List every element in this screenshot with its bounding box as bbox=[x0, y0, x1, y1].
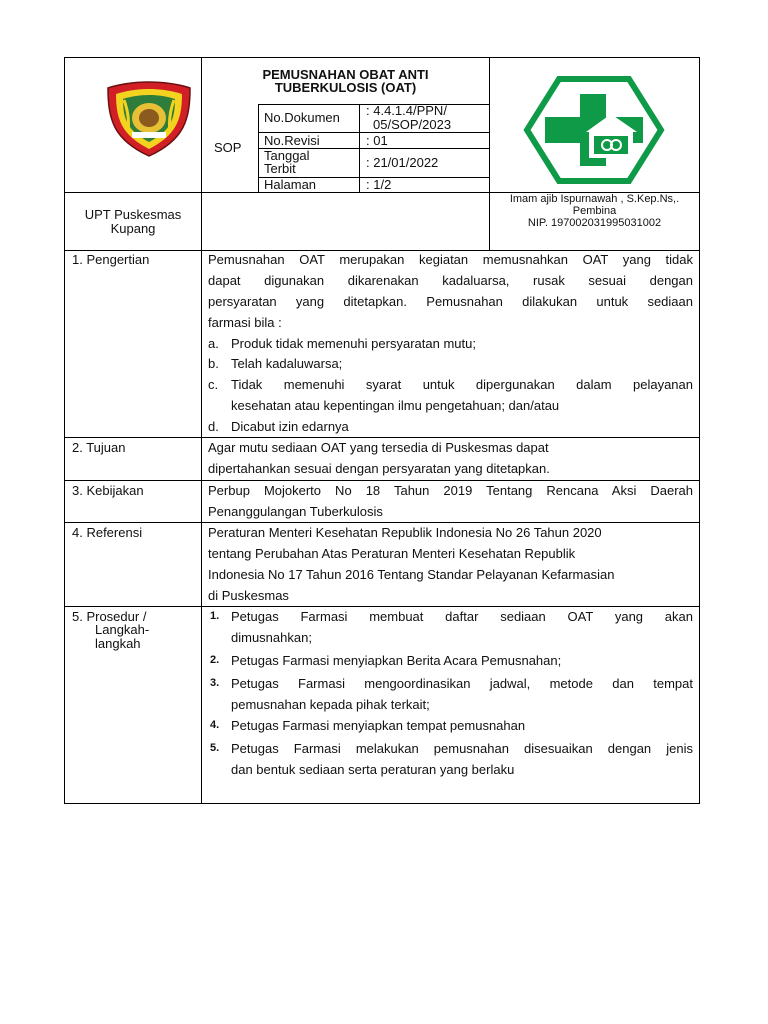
pengertian-line: persyaratan yang ditetapkan. Pemusnahan dilakukan untuk sediaan bbox=[208, 294, 693, 309]
pengertian-line: Pemusnahan OAT merupakan kegiatan memusnahkan OAT yang tidak bbox=[208, 252, 693, 267]
prosedur-step-number: 5. bbox=[210, 742, 220, 754]
tanggal-terbit-value: : 21/01/2022 bbox=[366, 155, 439, 170]
prosedur-step-line: dan bentuk sediaan serta peraturan yang berlaku bbox=[231, 762, 515, 777]
body-border-right bbox=[699, 250, 700, 804]
halaman-value: : 1/2 bbox=[366, 177, 392, 192]
no-revisi-label: No.Revisi bbox=[264, 133, 320, 148]
prosedur-step-line: pemusnahan kepada pihak terkait; bbox=[231, 697, 430, 712]
no-revisi-value: : 01 bbox=[366, 133, 388, 148]
signer-name: Imam ajib Ispurnawah , S.Kep.Ns,. bbox=[509, 193, 680, 205]
halaman-label: Halaman bbox=[264, 177, 317, 192]
body-border-left bbox=[64, 250, 65, 804]
header-row-div-left bbox=[64, 192, 202, 193]
prosedur-step-line: Petugas Farmasi mengoordinasikan jadwal, metode dan tempat bbox=[231, 676, 693, 691]
referensi-line: di Puskesmas bbox=[208, 588, 289, 603]
document-title-line1: PEMUSNAHAN OBAT ANTI bbox=[262, 67, 429, 82]
header-border-right bbox=[699, 57, 700, 250]
pengertian-line: farmasi bila : bbox=[208, 315, 282, 330]
no-dokumen-value-line1: : 4.4.1.4/PPN/ bbox=[366, 103, 447, 118]
kebijakan-line: Penanggulangan Tuberkulosis bbox=[208, 504, 383, 519]
prosedur-label-line3: langkah bbox=[95, 636, 141, 651]
pengertian-item-line: kesehatan atau kepentingan ilmu pengetahuan; dan/atau bbox=[231, 398, 560, 413]
prosedur-step-line: Petugas Farmasi melakukan pemusnahan disesuaikan dengan jenis bbox=[231, 741, 693, 756]
prosedur-step-number: 4. bbox=[210, 719, 220, 731]
header-border-top bbox=[64, 57, 700, 58]
prosedur-step-number: 1. bbox=[210, 610, 220, 622]
body-col-div bbox=[201, 250, 202, 804]
tanggal-terbit-label-line1: Tanggal bbox=[264, 148, 310, 163]
pengertian-item-line: Telah kadaluwarsa; bbox=[231, 356, 343, 371]
referensi-line: Peraturan Menteri Kesehatan Republik Indonesia No 26 Tahun 2020 bbox=[208, 525, 602, 540]
pengertian-item-prefix: c. bbox=[208, 377, 219, 392]
pengertian-item-line: Dicabut izin edarnya bbox=[231, 419, 349, 434]
org-name-line1: UPT Puskesmas bbox=[84, 207, 182, 222]
no-dokumen-value-line2: 05/SOP/2023 bbox=[373, 117, 452, 132]
kebijakan-line: Perbup Mojokerto No 18 Tahun 2019 Tentang Rencana Aksi Daerah bbox=[208, 483, 693, 498]
pengertian-item-line: Produk tidak memenuhi persyaratan mutu; bbox=[231, 336, 476, 351]
prosedur-step-line: Petugas Farmasi membuat daftar sediaan OAT yang akan bbox=[231, 609, 693, 624]
prosedur-step-line: Petugas Farmasi menyiapkan tempat pemusnahan bbox=[231, 718, 526, 733]
referensi-label: 4. Referensi bbox=[72, 525, 143, 540]
prosedur-step-number: 2. bbox=[210, 654, 220, 666]
prosedur-step-number: 3. bbox=[210, 677, 220, 689]
sop-label: SOP bbox=[214, 140, 242, 155]
pengertian-item-prefix: a. bbox=[208, 336, 219, 351]
pengertian-item-line: Tidak memenuhi syarat untuk dipergunakan dalam pelayanan bbox=[231, 377, 693, 392]
prosedur-step-line: Petugas Farmasi menyiapkan Berita Acara Pemusnahan; bbox=[231, 653, 562, 668]
kebijakan-label: 3. Kebijakan bbox=[72, 483, 144, 498]
org-name-line2: Kupang bbox=[110, 221, 156, 236]
referensi-line: tentang Perubahan Atas Peraturan Menteri Kesehatan Republik bbox=[208, 546, 576, 561]
prosedur-step-line: dimusnahkan; bbox=[231, 630, 312, 645]
tujuan-label: 2. Tujuan bbox=[72, 440, 126, 455]
prosedur-label-line1: 5. Prosedur / bbox=[72, 609, 147, 624]
prosedur-label-line2: Langkah- bbox=[95, 622, 150, 637]
regency-logo bbox=[104, 80, 194, 158]
tujuan-line: dipertahankan sesuai dengan persyaratan yang ditetapkan. bbox=[208, 461, 550, 476]
body-border-bottom bbox=[64, 803, 700, 804]
header-row-div-mid bbox=[201, 192, 490, 193]
no-dokumen-label: No.Dokumen bbox=[264, 110, 340, 125]
pengertian-line: dapat digunakan dikarenakan kadaluarsa, rusak sesuai dengan bbox=[208, 273, 693, 288]
pengertian-item-prefix: d. bbox=[208, 419, 219, 434]
signer-nip: NIP. 197002031995031002 bbox=[527, 217, 662, 229]
signer-rank: Pembina bbox=[572, 205, 617, 217]
tanggal-terbit-label-line2: Terbit bbox=[264, 161, 296, 176]
pengertian-item-prefix: b. bbox=[208, 356, 219, 371]
tujuan-line: Agar mutu sediaan OAT yang tersedia di Puskesmas dapat bbox=[208, 440, 549, 455]
pengertian-label: 1. Pengertian bbox=[72, 252, 150, 267]
puskesmas-logo bbox=[523, 76, 665, 184]
document-title-line2: TUBERKULOSIS (OAT) bbox=[274, 80, 417, 95]
referensi-line: Indonesia No 17 Tahun 2016 Tentang Standar Pelayanan Kefarmasian bbox=[208, 567, 615, 582]
